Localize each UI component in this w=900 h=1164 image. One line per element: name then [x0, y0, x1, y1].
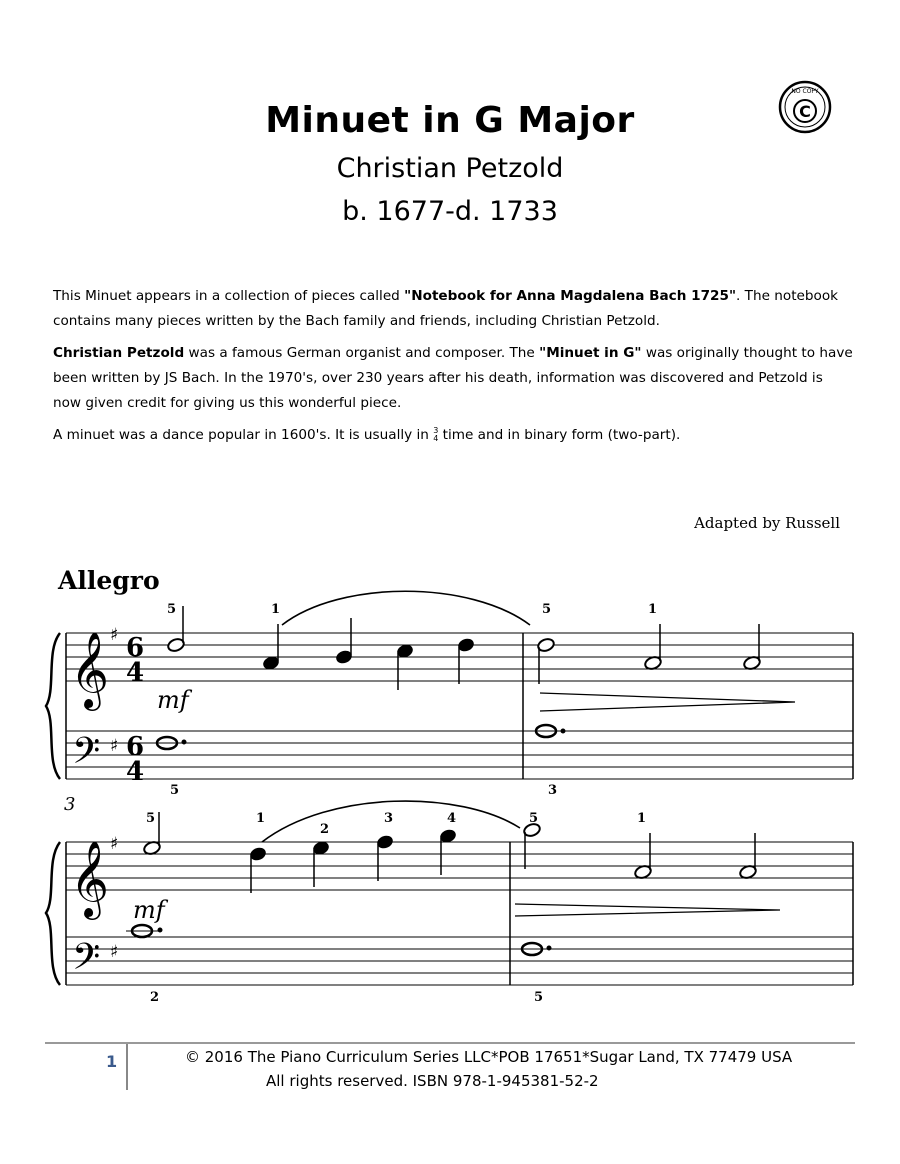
fingering: 3	[548, 783, 558, 798]
fingering: 2	[320, 822, 330, 837]
note-quarter	[396, 643, 414, 690]
system1-slur	[282, 591, 530, 625]
seal-text: NO COPY	[791, 88, 819, 95]
system1-brace	[46, 633, 60, 779]
system2-brace	[46, 842, 60, 985]
note-quarter	[457, 637, 475, 684]
system2-decrescendo	[515, 904, 780, 916]
copyright-line-1: © 2016 The Piano Curriculum Series LLC*POB 17651*Sugar Land, TX 77479 USA	[185, 1048, 793, 1066]
system2-treble-staff	[66, 842, 853, 890]
intro-paragraph-3: A minuet was a dance popular in 1600's. It is usually in 3 4 time and in binary form (two-part).	[53, 426, 681, 443]
note-half	[644, 624, 663, 671]
time-signature-top: 6	[126, 732, 145, 762]
bass-clef-icon: 𝄢	[72, 936, 101, 987]
fingering: 5	[529, 811, 539, 826]
fingering: 1	[648, 602, 658, 617]
fingering: 5	[542, 602, 552, 617]
fingering: 5	[146, 811, 156, 826]
tempo-marking: Allegro	[58, 566, 160, 595]
fingering: 5	[534, 990, 544, 1005]
time-signature-top: 6	[126, 633, 145, 663]
key-signature-sharp-icon: ♯	[110, 942, 119, 962]
note-half	[537, 637, 556, 684]
dynamic-marking: mf	[133, 896, 165, 924]
key-signature-sharp-icon: ♯	[110, 834, 119, 854]
fingering: 2	[150, 990, 160, 1005]
note-quarter	[439, 828, 457, 875]
system1-bass-staff	[66, 731, 853, 779]
arranger-credit: Adapted by Russell	[694, 514, 840, 532]
note-half	[634, 833, 653, 880]
note-quarter	[249, 846, 267, 893]
page-number: 1	[106, 1052, 118, 1071]
svg-text:C: C	[799, 102, 811, 121]
dynamic-marking: mf	[157, 686, 189, 714]
bass-clef-icon: 𝄢	[72, 730, 101, 781]
footer-divider	[45, 1042, 855, 1044]
system2-bass-staff	[66, 937, 853, 985]
intro-paragraph-2: Christian Petzold was a famous German organist and composer. The "Minuet in G" was originally thought to have been written by JS Bach. In the 1970's, over 230 years after his death, information was discovered and Petzold is now given credit for giving us this wonderful piece.	[53, 345, 853, 411]
system1-decrescendo	[540, 693, 795, 711]
note-half	[743, 624, 762, 671]
time-signature-bottom: 4	[126, 658, 145, 688]
copyright-line-2: All rights reserved. ISBN 978-1-945381-52-2	[266, 1072, 599, 1090]
fingering: 5	[170, 783, 180, 798]
composer-name: Christian Petzold	[336, 153, 564, 184]
note-dotted-whole	[126, 925, 162, 937]
fingering: 4	[447, 811, 457, 826]
page-title: Minuet in G Major	[265, 100, 635, 141]
fingering: 5	[167, 602, 177, 617]
composer-dates: b. 1677-d. 1733	[342, 196, 558, 227]
note-half	[739, 833, 758, 880]
measure-number: 3	[64, 794, 76, 815]
note-quarter	[376, 834, 394, 881]
key-signature-sharp-icon: ♯	[110, 736, 119, 756]
footer-separator	[126, 1044, 128, 1090]
note-quarter	[335, 618, 353, 665]
treble-clef-icon: 𝄞	[70, 840, 110, 917]
key-signature-sharp-icon: ♯	[110, 625, 119, 645]
treble-clef-icon: 𝄞	[70, 631, 110, 708]
note-half	[523, 822, 542, 869]
time-signature-bottom: 4	[126, 757, 145, 787]
fingering: 1	[271, 602, 281, 617]
note-quarter	[312, 840, 330, 887]
fingering: 1	[256, 811, 266, 826]
fingering: 1	[637, 811, 647, 826]
fingering: 3	[384, 811, 394, 826]
note-quarter	[262, 624, 280, 671]
intro-paragraph-1: This Minuet appears in a collection of pieces called "Notebook for Anna Magdalena Bach 1725". The notebook contains many pieces written by the Bach family and friends, including Christian Petzold.	[53, 288, 839, 329]
